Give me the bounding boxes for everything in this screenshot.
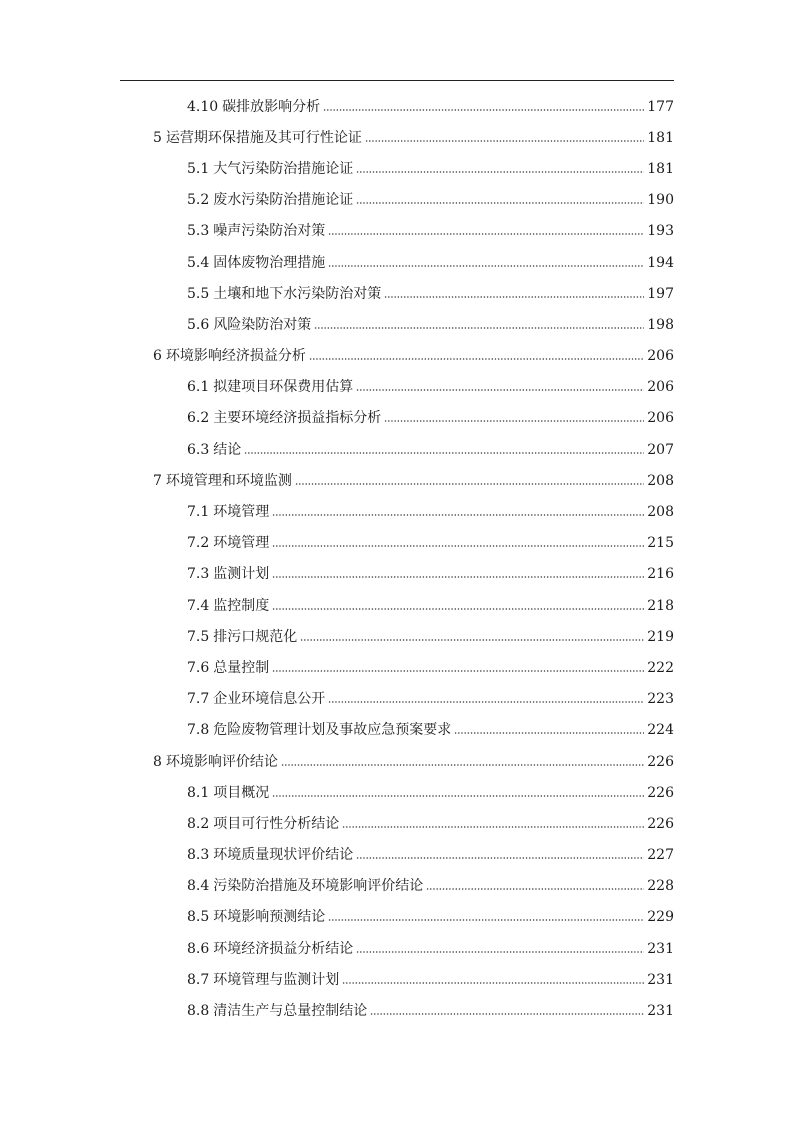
toc-entry-number: 7.5 xyxy=(187,628,210,645)
toc-entry-number: 5.4 xyxy=(187,254,210,271)
toc-entry-number: 8.1 xyxy=(187,784,210,801)
toc-entry-number: 8.5 xyxy=(187,909,210,926)
toc-entry-number: 5.5 xyxy=(187,285,210,302)
toc-section-entry[interactable] xyxy=(0,496,793,527)
toc-dot-leader xyxy=(356,950,644,954)
toc-entry-page-number: 207 xyxy=(647,441,674,458)
toc-section-entry[interactable] xyxy=(0,808,793,839)
toc-entry-title: 大气污染防治措施论证 xyxy=(213,160,354,177)
toc-section-entry[interactable] xyxy=(0,247,793,278)
toc-entry-number: 8.4 xyxy=(187,878,210,895)
toc-dot-leader xyxy=(300,638,644,642)
toc-dot-leader xyxy=(272,575,644,579)
toc-entry-page-number: 226 xyxy=(647,815,674,832)
toc-entry-page-number: 219 xyxy=(647,628,674,645)
toc-entry-page-number: 206 xyxy=(647,348,674,365)
toc-entry-number: 8.2 xyxy=(187,815,210,832)
toc-entry-title: 排污口规范化 xyxy=(213,628,298,645)
toc-dot-leader xyxy=(328,700,644,704)
toc-dot-leader xyxy=(365,139,644,143)
toc-entry-page-number: 208 xyxy=(647,472,674,489)
toc-dot-leader xyxy=(370,1012,644,1016)
toc-entry-number: 7.3 xyxy=(187,566,210,583)
toc-dot-leader xyxy=(328,232,644,236)
toc-entry-title: 拟建项目环保费用估算 xyxy=(213,379,354,396)
toc-dot-leader xyxy=(272,513,644,517)
toc-section-entry[interactable] xyxy=(0,964,793,995)
toc-section-entry[interactable] xyxy=(0,590,793,621)
toc-entry-number: 5.2 xyxy=(187,192,210,209)
toc-entry-title: 危险废物管理计划及事故应急预案要求 xyxy=(213,722,452,739)
toc-entry-title: 环境影响预测结论 xyxy=(213,909,326,926)
toc-entry-title: 项目可行性分析结论 xyxy=(213,815,340,832)
toc-dot-leader xyxy=(272,544,644,548)
toc-section-entry[interactable] xyxy=(0,559,793,590)
toc-dot-leader xyxy=(309,357,644,361)
toc-section-entry[interactable] xyxy=(0,840,793,871)
toc-entry-number: 7 xyxy=(153,472,162,489)
toc-dot-leader xyxy=(342,825,644,829)
toc-dot-leader xyxy=(314,326,644,330)
toc-entry-number: 5.1 xyxy=(187,160,210,177)
toc-entry-page-number: 208 xyxy=(647,504,674,521)
toc-entry-title: 环境管理与监测计划 xyxy=(213,971,340,988)
toc-entry-title: 环境经济损益分析结论 xyxy=(213,940,354,957)
toc-section-entry[interactable] xyxy=(0,434,793,465)
toc-entry-page-number: 231 xyxy=(647,940,674,957)
toc-entry-page-number: 190 xyxy=(647,192,674,209)
toc-entry-title: 环境管理 xyxy=(213,535,270,552)
toc-dot-leader xyxy=(295,482,644,486)
toc-entry-title: 噪声污染防治对策 xyxy=(213,223,326,240)
toc-entry-number: 8.6 xyxy=(187,940,210,957)
toc-section-entry[interactable] xyxy=(0,715,793,746)
toc-chapter-entry[interactable] xyxy=(0,341,793,372)
toc-entry-page-number: 216 xyxy=(647,566,674,583)
toc-entry-number: 7.1 xyxy=(187,504,210,521)
toc-entry-title: 主要环境经济损益指标分析 xyxy=(213,410,382,427)
header-rule xyxy=(120,80,674,81)
toc-entry-title: 废水污染防治措施论证 xyxy=(213,192,354,209)
toc-section-entry[interactable] xyxy=(0,403,793,434)
toc-section-entry[interactable] xyxy=(0,902,793,933)
toc-entry-title: 风险染防治对策 xyxy=(213,316,312,333)
toc-section-entry[interactable] xyxy=(0,528,793,559)
toc-entry-page-number: 226 xyxy=(647,753,674,770)
table-of-contents xyxy=(0,91,793,1027)
toc-entry-number: 5.6 xyxy=(187,316,210,333)
toc-entry-page-number: 222 xyxy=(647,659,674,676)
toc-dot-leader xyxy=(384,419,644,423)
toc-dot-leader xyxy=(272,607,644,611)
toc-entry-page-number: 215 xyxy=(647,535,674,552)
toc-entry-page-number: 181 xyxy=(647,160,674,177)
toc-dot-leader xyxy=(426,887,644,891)
toc-section-entry[interactable] xyxy=(0,153,793,184)
toc-entry-page-number: 198 xyxy=(647,316,674,333)
toc-entry-page-number: 228 xyxy=(647,878,674,895)
toc-entry-title: 总量控制 xyxy=(213,659,270,676)
toc-entry-page-number: 227 xyxy=(647,847,674,864)
toc-dot-leader xyxy=(342,981,644,985)
toc-dot-leader xyxy=(356,201,644,205)
toc-entry-title: 土壤和地下水污染防治对策 xyxy=(213,285,382,302)
toc-section-entry[interactable] xyxy=(0,933,793,964)
toc-entry-page-number: 229 xyxy=(647,909,674,926)
toc-entry-page-number: 197 xyxy=(647,285,674,302)
toc-entry-number: 7.2 xyxy=(187,535,210,552)
toc-dot-leader xyxy=(356,388,644,392)
toc-entry-number: 5.3 xyxy=(187,223,210,240)
toc-entry-page-number: 223 xyxy=(647,691,674,708)
toc-entry-page-number: 194 xyxy=(647,254,674,271)
toc-section-entry[interactable] xyxy=(0,871,793,902)
toc-entry-title: 环境影响经济损益分析 xyxy=(165,348,306,365)
toc-entry-page-number: 226 xyxy=(647,784,674,801)
toc-entry-title: 监控制度 xyxy=(213,597,270,614)
toc-section-entry[interactable] xyxy=(0,309,793,340)
toc-dot-leader xyxy=(272,669,644,673)
toc-entry-number: 5 xyxy=(153,129,162,146)
toc-entry-page-number: 218 xyxy=(647,597,674,614)
toc-section-entry[interactable] xyxy=(0,372,793,403)
toc-dot-leader xyxy=(328,918,644,922)
toc-chapter-entry[interactable] xyxy=(0,465,793,496)
toc-entry-page-number: 206 xyxy=(647,379,674,396)
toc-entry-title: 环境管理和环境监测 xyxy=(165,472,292,489)
toc-section-entry[interactable] xyxy=(0,621,793,652)
toc-section-entry[interactable] xyxy=(0,995,793,1026)
toc-entry-title: 企业环境信息公开 xyxy=(213,691,326,708)
toc-chapter-entry[interactable] xyxy=(0,746,793,777)
toc-section-entry[interactable] xyxy=(0,684,793,715)
toc-entry-page-number: 177 xyxy=(647,98,674,115)
toc-dot-leader xyxy=(244,451,644,455)
toc-entry-number: 7.8 xyxy=(187,722,210,739)
toc-dot-leader xyxy=(356,170,644,174)
toc-dot-leader xyxy=(384,295,644,299)
toc-dot-leader xyxy=(328,264,644,268)
toc-entry-title: 结论 xyxy=(213,441,242,458)
toc-entry-number: 7.4 xyxy=(187,597,210,614)
toc-section-entry[interactable] xyxy=(0,278,793,309)
toc-entry-title: 环境影响评价结论 xyxy=(165,753,278,770)
toc-section-entry[interactable] xyxy=(0,216,793,247)
toc-entry-number: 6.1 xyxy=(187,379,210,396)
toc-entry-number: 6.2 xyxy=(187,410,210,427)
toc-entry-number: 7.6 xyxy=(187,659,210,676)
toc-section-entry[interactable] xyxy=(0,185,793,216)
toc-entry-title: 项目概况 xyxy=(213,784,270,801)
toc-entry-title: 环境质量现状评价结论 xyxy=(213,847,354,864)
toc-dot-leader xyxy=(323,108,644,112)
toc-section-entry[interactable] xyxy=(0,777,793,808)
toc-entry-page-number: 224 xyxy=(647,722,674,739)
toc-entry-title: 环境管理 xyxy=(213,504,270,521)
toc-entry-number: 8 xyxy=(153,753,162,770)
toc-section-entry[interactable] xyxy=(0,652,793,683)
toc-dot-leader xyxy=(356,856,644,860)
toc-entry-title: 清洁生产与总量控制结论 xyxy=(213,1003,368,1020)
toc-entry-title: 运营期环保措施及其可行性论证 xyxy=(165,129,362,146)
toc-entry-number: 8.8 xyxy=(187,1003,210,1020)
toc-entry-number: 7.7 xyxy=(187,691,210,708)
toc-entry-page-number: 231 xyxy=(647,971,674,988)
toc-entry-page-number: 181 xyxy=(647,129,674,146)
toc-entry-title: 污染防治措施及环境影响评价结论 xyxy=(213,878,424,895)
toc-entry-number: 6 xyxy=(153,348,162,365)
toc-entry-number: 8.7 xyxy=(187,971,210,988)
toc-section-entry[interactable] xyxy=(0,91,793,122)
toc-dot-leader xyxy=(454,731,644,735)
toc-entry-title: 监测计划 xyxy=(213,566,270,583)
toc-entry-page-number: 206 xyxy=(647,410,674,427)
toc-entry-number: 6.3 xyxy=(187,441,210,458)
toc-chapter-entry[interactable] xyxy=(0,122,793,153)
toc-entry-page-number: 231 xyxy=(647,1003,674,1020)
toc-entry-title: 碳排放影响分析 xyxy=(222,98,321,115)
toc-entry-page-number: 193 xyxy=(647,223,674,240)
toc-entry-title: 固体废物治理措施 xyxy=(213,254,326,271)
toc-entry-number: 8.3 xyxy=(187,847,210,864)
toc-entry-number: 4.10 xyxy=(187,98,219,115)
toc-dot-leader xyxy=(281,763,644,767)
toc-dot-leader xyxy=(272,794,644,798)
